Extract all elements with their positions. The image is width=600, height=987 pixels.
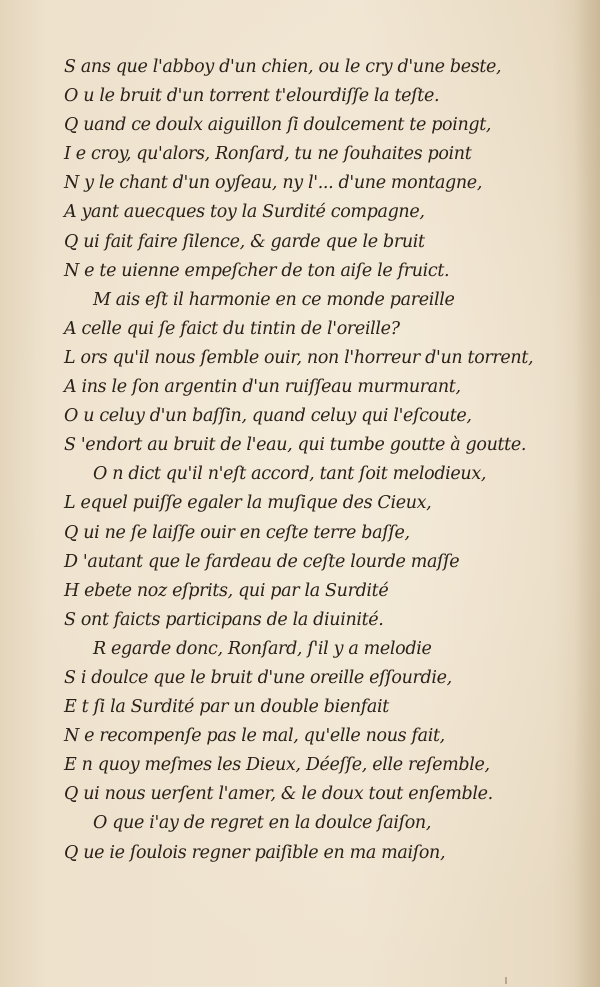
verse-line: Q ui nous uerſent l'amer, & le doux tout enſemble. [64, 784, 493, 805]
verse-line: A celle qui ſe faict du tintin de l'oreille? [64, 318, 400, 339]
verse-line: L ors qu'il nous ſemble ouir, non l'horreur d'un torrent, [64, 347, 534, 368]
verse-line: L equel puiſſe egaler la muſique des Cieux, [64, 493, 432, 514]
verse-line: O n dict qu'il n'eſt accord, tant ſoit melodieux, [93, 464, 487, 485]
verse-line: O u le bruit d'un torrent t'elourdiſſe la teſte. [64, 86, 440, 107]
verse-line: S ont faicts participans de la diuinité. [64, 609, 384, 630]
verse-line: N y le chant d'un oyſeau, ny l'... d'une montagne, [64, 173, 483, 194]
verse-line: N e recompenſe pas le mal, qu'elle nous fait, [64, 726, 445, 747]
verse-line: H ebete noz eſprits, qui par la Surdité [64, 580, 389, 601]
verse-line: D 'autant que le fardeau de ceſte lourde maſſe [64, 551, 460, 572]
verse-line: R egarde donc, Ronſard, ſ'il y a melodie [93, 638, 432, 659]
verse-line: Q uand ce doulx aiguillon ſi doulcement te poingt, [64, 115, 492, 136]
verse-line: Q ui ne ſe laiſſe ouir en ceſte terre baſſe, [64, 522, 410, 543]
verse-line: I e croy, qu'alors, Ronſard, tu ne ſouhaites point [64, 144, 472, 165]
verse-line: O que i'ay de regret en la doulce ſaiſon, [93, 813, 432, 834]
page-edge-shadow [574, 0, 600, 987]
poem-text [64, 53, 564, 868]
verse-line: S i doulce que le bruit d'une oreille eſſourdie, [64, 667, 452, 688]
verse-line: Q ue ie ſoulois regner paiſible en ma maiſon, [64, 842, 446, 863]
verse-line: O u celuy d'un baſſin, quand celuy qui l'eſcoute, [64, 406, 472, 427]
verse-line: Q ui fait faire ſilence, & garde que le bruit [64, 231, 425, 252]
verse-line: S 'endort au bruit de l'eau, qui tumbe goutte à goutte. [64, 435, 527, 456]
paper-fleck [505, 977, 507, 984]
verse-line: N e te uienne empeſcher de ton aiſe le fruict. [64, 260, 450, 281]
verse-line: E t ſi la Surdité par un double bienfait [64, 697, 389, 718]
verse-line: M ais eſt il harmonie en ce monde pareille [93, 289, 455, 310]
verse-line: S ans que l'abboy d'un chien, ou le cry d'une beste, [64, 57, 502, 77]
verse-line: E n quoy meſmes les Dieux, Déeſſe, elle reſemble, [64, 755, 490, 776]
verse-line: A yant auecques toy la Surdité compagne, [64, 202, 425, 223]
verse-line: A ins le ſon argentin d'un ruiſſeau murmurant, [64, 377, 461, 398]
